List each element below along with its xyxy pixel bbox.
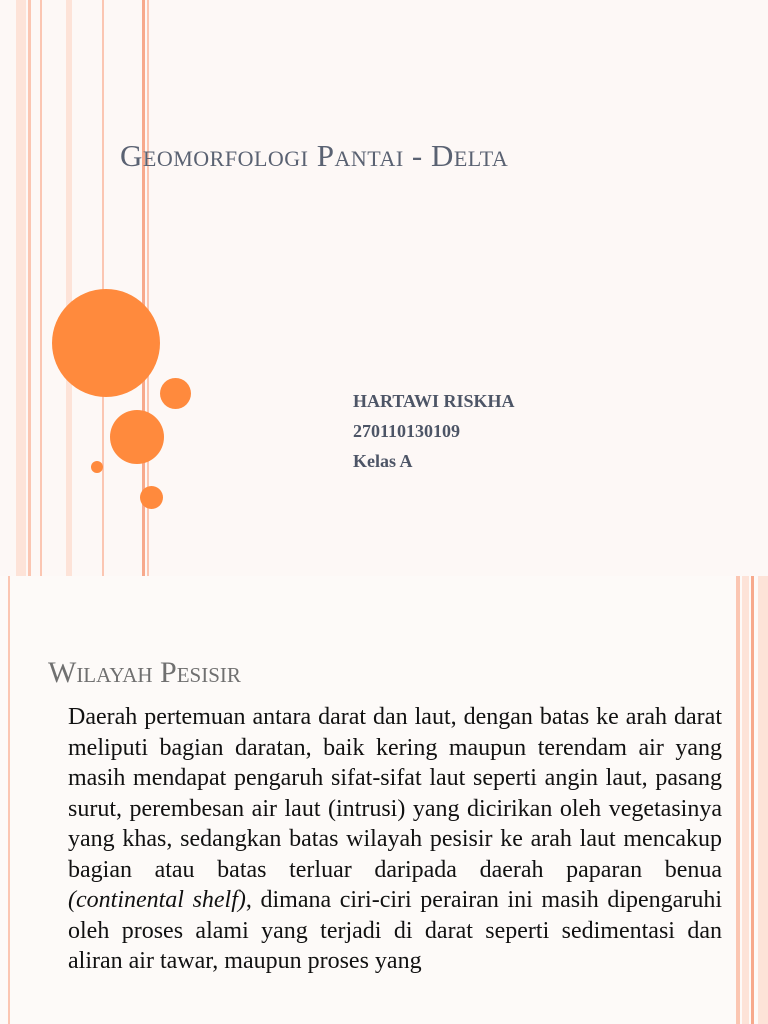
decorative-stripe: [16, 0, 26, 576]
author-class: Kelas A: [353, 451, 413, 471]
author-info: [353, 386, 515, 476]
decorative-circle: [110, 410, 164, 464]
decorative-stripe: [8, 576, 10, 1024]
decorative-stripe: [751, 576, 754, 1024]
decorative-stripe: [736, 576, 740, 1024]
decorative-circle-large: [52, 289, 160, 397]
decorative-stripe: [40, 0, 42, 576]
body-text-italic: (continental shelf): [68, 887, 246, 913]
decorative-stripe: [102, 0, 104, 576]
slide-content: [0, 576, 768, 1024]
author-id: 270110130109: [353, 421, 461, 441]
decorative-stripe: [28, 0, 31, 576]
slide-body-text: [68, 702, 722, 977]
author-name: HARTAWI RISKHA: [353, 391, 515, 411]
slide-title-heading: Geomorfologi Pantai - Delta: [120, 138, 509, 173]
slide-heading: Wilayah Pesisir: [48, 656, 241, 689]
decorative-circle: [91, 461, 103, 473]
decorative-circle: [160, 378, 191, 409]
decorative-circle: [140, 486, 163, 509]
decorative-stripe: [742, 576, 749, 1024]
decorative-stripe: [758, 576, 768, 1024]
body-text-part: Daerah pertemuan antara darat dan laut, dengan batas ke arah darat meliputi bagian daratan, baik kering maupun terendam air yang masih mendapat pengaruh sifat-sifat laut seperti angin laut, pasang surut, perembesan air laut (intrusi) yang dicirikan oleh vegetasinya yang khas, sedangkan batas wilayah pesisir ke arah laut mencakup bagian atau batas terluar daripada daerah paparan benua: [68, 704, 722, 883]
body-text-part: , dimana ciri-ciri perairan ini masih dipengaruhi oleh proses alami yang terjadi di darat seperti sedimentasi dan aliran air tawar, maupun proses yang: [68, 887, 722, 974]
decorative-stripe: [66, 0, 72, 576]
